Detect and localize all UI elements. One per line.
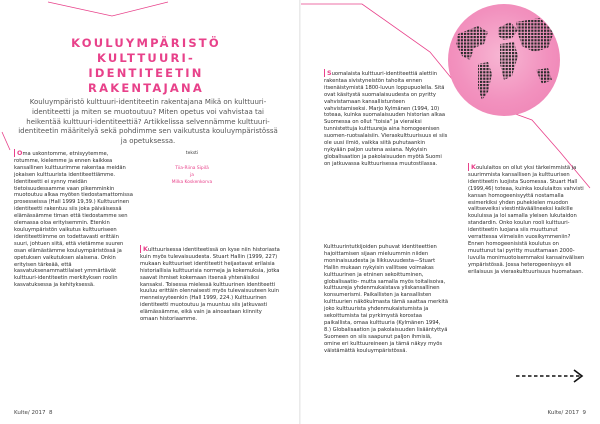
- footer-right: [548, 410, 587, 416]
- article-lead: Kouluympäristö kulttuuri-identiteetin rakentajana Mikä on kulttuuri-identiteetti ja miten se muotoutuu? Miten opetus voi vahvistaa tai heikentää kulttuuri-identiteettiä? Artikkelissa selvennämme kulttuuri-identiteetin määritelyä sekä pohdimme sen vaikutusta kouluympäristössä ja opetuksessa.: [18, 98, 278, 146]
- page-number-right: 9: [582, 410, 586, 416]
- column-text: uomalaista kulttuuri-identiteettiä alettiin rakentaa sivistyneistön tahoita ennen itsenäistymistä 1800-luvun loppupuolella. Sitä ovat käsitystä suomalaisuudesta on pyritty vahvistamaan kansallistunteen vahvistamiseksi. Marjo Kylmänen (1994, 10) toteaa, kuinka suomalaisuuden historian alkaa Suomessa on ollut "toisia" ja vieraiksi tunnistettuja kulttuureja aina homogeenisen suomen-ruotsalaisiin. Vieraskulttuurisuus ei siis ole uusi ilmiö, vaikka siitä puhutaankin nykyään paljon uutena asiana. Nykyisin globalisaation ja pakolaisuuden myötä Suomi on jatkuvassa kulttuurisessa muutostilassa.: [324, 71, 448, 167]
- world-map-globe-icon: [448, 4, 560, 116]
- footer-left: [14, 410, 53, 416]
- byline: [152, 150, 232, 186]
- column-text: ma uskontomme, etnisyytemme, rotumme, kielemme ja ennen kaikkea kansallinen kulttuurimme rakentaa meidän jokaisen kulttuurista identiteettiämme. Identiteetti ei synny meidän tietoisuudessamme vaan pikemminkin muotoutuu alkaa myöten tiedostamattomissa prosesseissa (Hall 1999 19,39.) Kulttuurinen identiteetti rakentuu siis joka päiväisessä elämässämme timan että tiedostamme sen olemassa oloa erityisemmin. Etenkin kouluympäristön vaikutus kulttuuriseen identiteettiimme on todettavasti erittäin suuri, johtuen siitä, että vietämme suuren osan elämästämme kouluympäristössä ja opetuksen vaikutuksen alaisena. Onkin erityisen tärkeää, että kasvatuksenammattilaiset ymmärtävät kulttuuri-identiteetin merkityksen roolin kasvatuksessa ja kehityksessä.: [14, 151, 133, 289]
- page-number-left: 8: [49, 410, 53, 416]
- drop-initial: O: [14, 149, 22, 157]
- article-title: KOULUYMPÄRISTÖ KULTTUURI-IDENTITEETIN RAKENTAJANA: [71, 36, 221, 95]
- byline-author-1: Tiia-Riina Sipilä: [175, 166, 209, 171]
- column-text: ulttuurisessa identiteetissä on kyse niin historiasta kuin myös tulevaisuudesta. Stuart Hallin (1999, 227) mukaan kulttuuriset identiteetit heijastavat erilaisia historiallisia kulttuurisia normeja ja kokemuksia, jotka saavat ihmiset kokemaan itsensä yhtenäisiksi kansaksi. Toisessa mielessä kulttuurinen identiteetti kuuluu erittäin olennaisesti myös tulevaisuuteen kuin menneisyyteenkin (Hall 1999, 224.) Kulttuurinen identiteetti muotoutuu ja muuntuu siis jatkuvasti elämässämme, eikä vain ja ainoastaan kiinnity omaan historiaamme.: [140, 247, 280, 323]
- arrow-right-icon: [516, 368, 588, 384]
- byline-author-2: Milka Koskenkorva: [171, 180, 213, 185]
- footer-publication: Kulte/ 2017: [547, 410, 579, 416]
- drop-initial: S: [324, 69, 332, 77]
- body-column-2: [140, 246, 280, 323]
- world-map-dots: [448, 4, 560, 116]
- body-column-4: [468, 164, 586, 276]
- drop-initial: K: [468, 163, 476, 171]
- column-text: Kulttuurintutkijoiden puhuvat identiteettien hajoittamisen sijaan mieluummin niiden moninaisuudesta ja liikkuvuudesta—Stuart Hallin mukaan nykyisin vallitsee voimakas kulttuurinen ja etninen sekoittuminen, globalisaatio- mutta samalla myös toitalisoiva, kulttuureja yhdenmukaistava yliskansallinen konsumerismi. Paikallisten ja kansallisten kulttuurien näkökulmasta tämä saattaa merkitä joko kulttuurista yhdenmukaistumista ja sekoittumista tai pyrkimystä korostaa paikallista, omaa kulttuuria (Kylmänen 1994, 8.) Globalisaation ja pakolaisuuden lisääntyttyä Suomeen on siis saapunut paljon ihmisiä, omine eri kulttuureineen ja tämä näkyy myös väistämättä kouluympäristössä.: [324, 244, 449, 354]
- body-column-1: [14, 150, 134, 289]
- footer-publication: Kulte/ 2017: [14, 410, 46, 416]
- byline-label: teksti: [185, 151, 199, 156]
- body-column-3: [324, 70, 448, 168]
- page-spine: [299, 0, 301, 424]
- body-column-3b: [324, 244, 448, 355]
- byline-joiner: ja: [190, 173, 194, 178]
- drop-initial: K: [140, 245, 148, 253]
- column-text: oululaitos on ollut yksi tärkeimmistä ja suurimmista kansallisen ja kulttuurisen identiteetin luojista Suomessa. Stuart Hall (1999,46) toteaa, kuinka koululaitos vahvisti kansan homogeenisyyttä nostamalla esimerkiksi yhden puhekielen muodon valitseveiksi viestintäväälineeksi kaikille kouluissa ja loi samalla yleisen lukutaidon standardin. Onko koulun rooli kulttuuri-identiteetin luojana siis muuttunut verrattessa viimeisiin vuosikymmeniin? Ennen homogeenisistä koulutus on muuttunut tai pyritty muuttamaan 2000-luvulla monimuotoisemmaksi kansainvälisen ympäristössä. Jossa heterogeenisyys eli erilaisuus ja vieraskulttuurisuus huomataan.: [468, 165, 585, 275]
